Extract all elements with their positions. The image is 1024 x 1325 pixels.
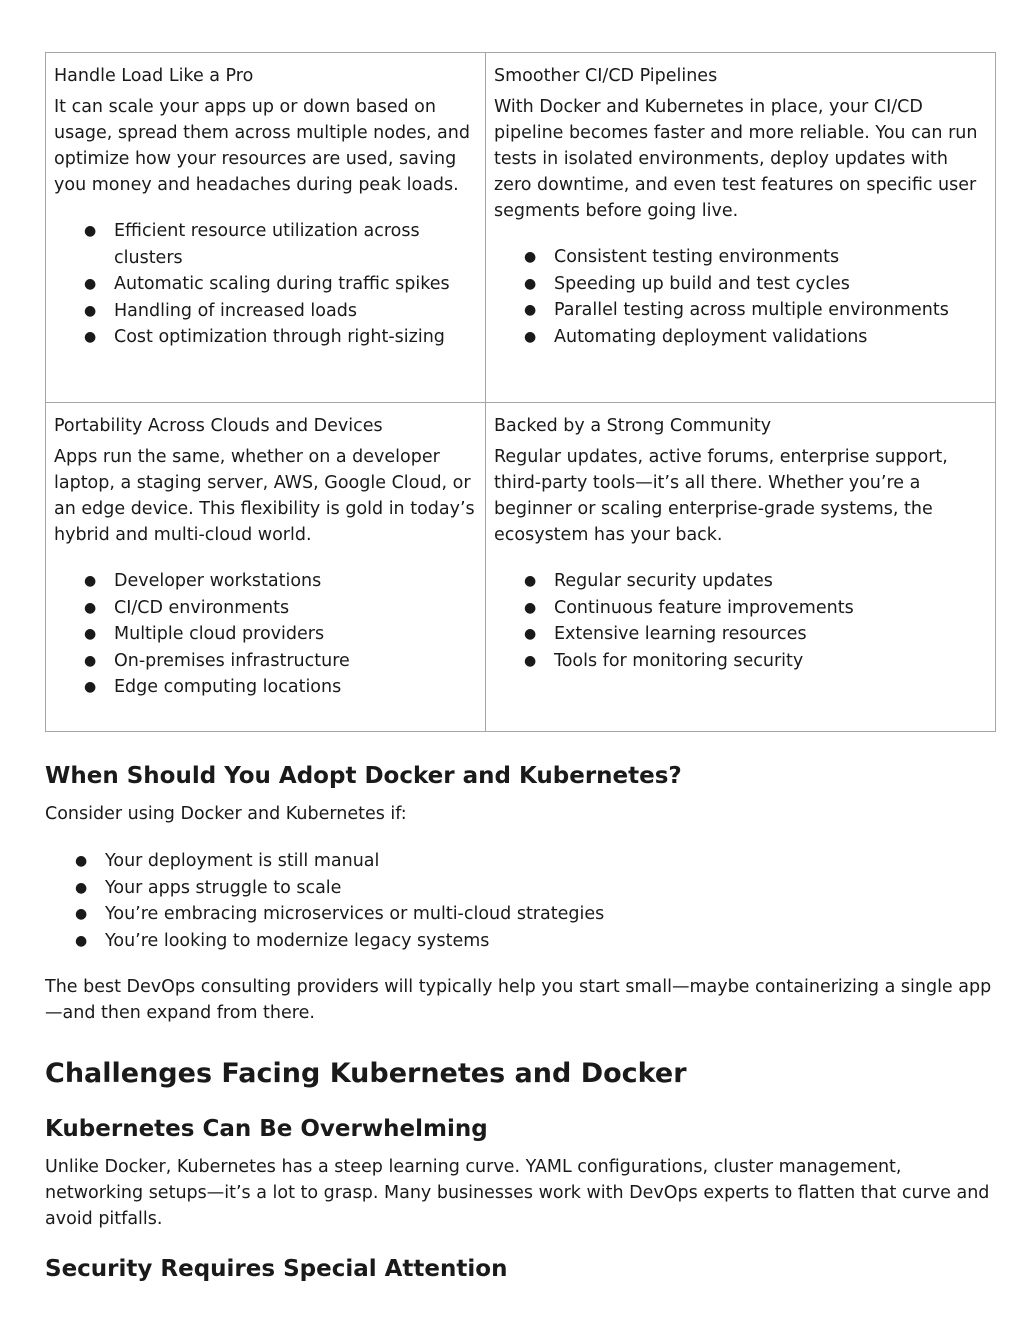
table-row	[46, 53, 996, 403]
list-item: ● Extensive learning resources	[554, 621, 987, 648]
list-item: ● Cost optimization through right-sizing	[114, 324, 477, 351]
list-item: ● Tools for monitoring security	[554, 648, 987, 675]
cell-body: Apps run the same, whether on a developer laptop, a staging server, AWS, Google Cloud, or an edge device. This flexibility is gold in today’s hybrid and multi-cloud world.	[54, 447, 475, 545]
list-item: ● Regular security updates	[554, 568, 987, 595]
list-item: ● Multiple cloud providers	[114, 621, 477, 648]
challenges-heading: Challenges Facing Kubernetes and Docker	[45, 1058, 687, 1089]
table-cell-cicd	[486, 53, 996, 403]
cell-body: Regular updates, active forums, enterprise support, third-party tools—it’s all there. Whether you’re a beginner or scaling enterprise-grade systems, the ecosystem has your back.	[494, 447, 948, 545]
list-item: ● Your deployment is still manual	[105, 848, 995, 875]
table-cell-handle-load	[46, 53, 486, 403]
list-item: ● Developer workstations	[114, 568, 477, 595]
list-item: ● Automating deployment validations	[554, 324, 987, 351]
overwhelming-heading: Kubernetes Can Be Overwhelming	[45, 1116, 488, 1142]
list-item: ● Consistent testing environments	[554, 244, 987, 271]
overwhelming-body: Unlike Docker, Kubernetes has a steep learning curve. YAML configurations, cluster management, networking setups—it’s a lot to grasp. Many businesses work with DevOps experts to flatten that curve and avoid pitfalls.	[45, 1157, 990, 1229]
table-cell-portability	[46, 403, 486, 732]
list-item: ● Edge computing locations	[114, 674, 477, 701]
bullet-list	[494, 244, 987, 350]
table-cell-community	[486, 403, 996, 732]
list-item: ● Continuous feature improvements	[554, 595, 987, 622]
table-row	[46, 403, 996, 732]
list-item: ● On-premises infrastructure	[114, 648, 477, 675]
adopt-heading: When Should You Adopt Docker and Kubernetes?	[45, 763, 682, 789]
list-item: ● Your apps struggle to scale	[105, 875, 995, 902]
cell-title: Smoother CI/CD Pipelines	[494, 66, 718, 86]
adopt-intro: Consider using Docker and Kubernetes if:	[45, 804, 407, 824]
bullet-list	[54, 218, 477, 351]
security-heading: Security Requires Special Attention	[45, 1256, 508, 1282]
cell-title: Backed by a Strong Community	[494, 416, 772, 436]
list-item: ● Efficient resource utilization across clusters	[114, 218, 477, 271]
list-item: ● Automatic scaling during traffic spikes	[114, 271, 477, 298]
feature-table	[45, 52, 996, 732]
list-item: ● Handling of increased loads	[114, 298, 477, 325]
document-page	[45, 52, 995, 1294]
cell-body: With Docker and Kubernetes in place, your CI/CD pipeline becomes faster and more reliable. You can run tests in isolated environments, deploy updates with zero downtime, and even test features on specific user segments before going live.	[494, 97, 978, 221]
list-item: ● Speeding up build and test cycles	[554, 271, 987, 298]
list-item: ● CI/CD environments	[114, 595, 477, 622]
list-item: ● Parallel testing across multiple environments	[554, 297, 987, 324]
cell-title: Handle Load Like a Pro	[54, 66, 254, 86]
bullet-list	[54, 568, 477, 701]
list-item: ● You’re embracing microservices or multi-cloud strategies	[105, 901, 995, 928]
bullet-list	[494, 568, 987, 674]
adopt-outro: The best DevOps consulting providers will typically help you start small—maybe containerizing a single app—and then expand from there.	[45, 977, 992, 1023]
adopt-bullet-list	[45, 848, 995, 954]
cell-title: Portability Across Clouds and Devices	[54, 416, 383, 436]
list-item: ● You’re looking to modernize legacy systems	[105, 928, 995, 955]
cell-body: It can scale your apps up or down based on usage, spread them across multiple nodes, and optimize how your resources are used, saving you money and headaches during peak loads.	[54, 97, 470, 195]
